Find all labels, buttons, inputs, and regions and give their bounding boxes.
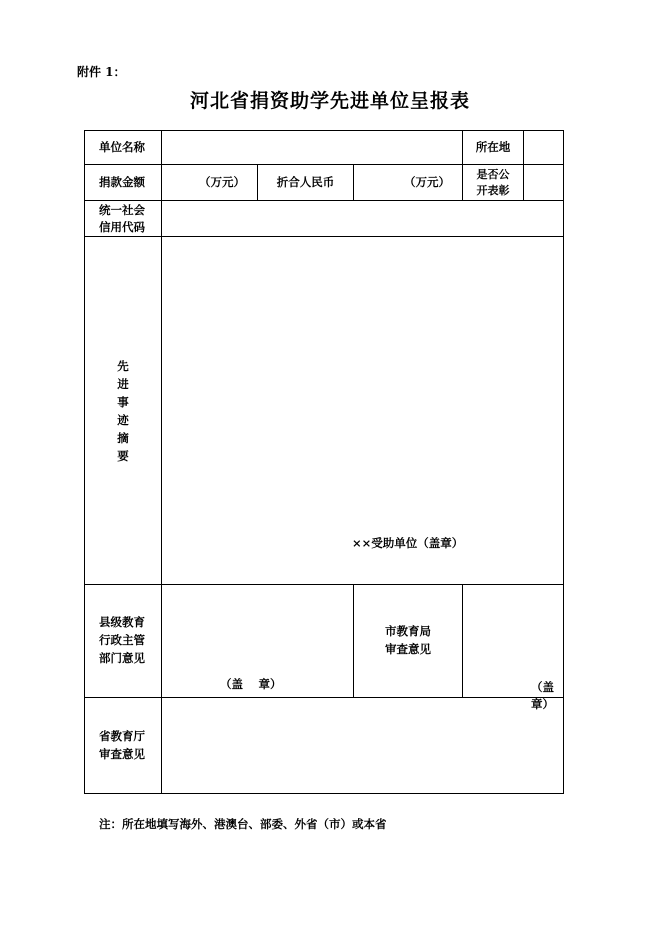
wan-yuan-unit-2: （万元） <box>404 175 451 190</box>
county-stamp-label: （盖 章） <box>220 677 282 691</box>
public-commend-label <box>463 165 524 201</box>
row-deeds <box>85 237 564 585</box>
row-unit-name <box>85 131 564 165</box>
unit-name-label: 单位名称 <box>85 131 162 165</box>
deeds-char-5: 摘 <box>117 430 129 445</box>
public-commend-label-line1: 是否公 <box>476 168 510 182</box>
credit-code-field[interactable] <box>162 201 564 237</box>
deeds-summary-label <box>85 237 162 585</box>
donation-amount-field[interactable] <box>162 165 258 201</box>
province-opinion-field[interactable] <box>162 698 564 794</box>
recipient-stamp-label: ××受助单位（盖章） <box>352 536 464 550</box>
rmb-equivalent-label: 折合人民币 <box>258 165 354 201</box>
wan-yuan-unit-1: （万元） <box>199 175 245 190</box>
form-title: 河北省捐资助学先进单位呈报表 <box>189 90 470 112</box>
row-province-opinion <box>85 698 564 794</box>
public-commend-label-line2: 开表彰 <box>476 183 510 197</box>
location-field[interactable] <box>524 131 564 165</box>
row-county-city-opinion <box>85 585 564 698</box>
deeds-char-1: 先 <box>117 358 129 373</box>
county-opinion-line3: 部门意见 <box>99 650 145 665</box>
report-form-table <box>84 130 570 794</box>
row-credit-code <box>85 201 564 237</box>
rmb-equivalent-field[interactable] <box>354 165 463 201</box>
credit-code-label <box>85 201 162 237</box>
deeds-summary-field[interactable] <box>162 237 564 585</box>
province-opinion-label <box>85 698 162 794</box>
city-opinion-field[interactable] <box>463 585 570 711</box>
city-stamp-label: （盖 章） <box>531 680 570 711</box>
deeds-char-4: 迹 <box>117 412 129 427</box>
county-opinion-label <box>85 585 162 698</box>
deeds-char-6: 要 <box>117 448 129 463</box>
unit-name-field[interactable] <box>162 131 463 165</box>
province-opinion-line2: 审查意见 <box>99 746 145 761</box>
city-opinion-label <box>354 585 463 698</box>
location-label: 所在地 <box>463 131 524 165</box>
credit-code-label-line1: 统一社会 <box>99 202 145 217</box>
deeds-char-2: 进 <box>117 376 129 391</box>
county-opinion-line2: 行政主管 <box>99 633 145 648</box>
row-donation <box>85 165 564 201</box>
footnote: 注：所在地填写海外、港澳台、部委、外省（市）或本省 <box>99 817 387 831</box>
county-opinion-line1: 县级教育 <box>99 615 145 630</box>
county-opinion-field[interactable] <box>162 585 354 698</box>
city-opinion-line1: 市教育局 <box>385 624 431 639</box>
public-commend-field[interactable] <box>524 165 564 201</box>
city-opinion-line2: 审查意见 <box>385 642 431 656</box>
donation-amount-label: 捐款金额 <box>85 165 162 201</box>
credit-code-label-line2: 信用代码 <box>99 219 145 234</box>
province-opinion-line1: 省教育厅 <box>99 728 145 743</box>
deeds-char-3: 事 <box>117 394 129 409</box>
attachment-label: 附件 1： <box>77 65 126 79</box>
